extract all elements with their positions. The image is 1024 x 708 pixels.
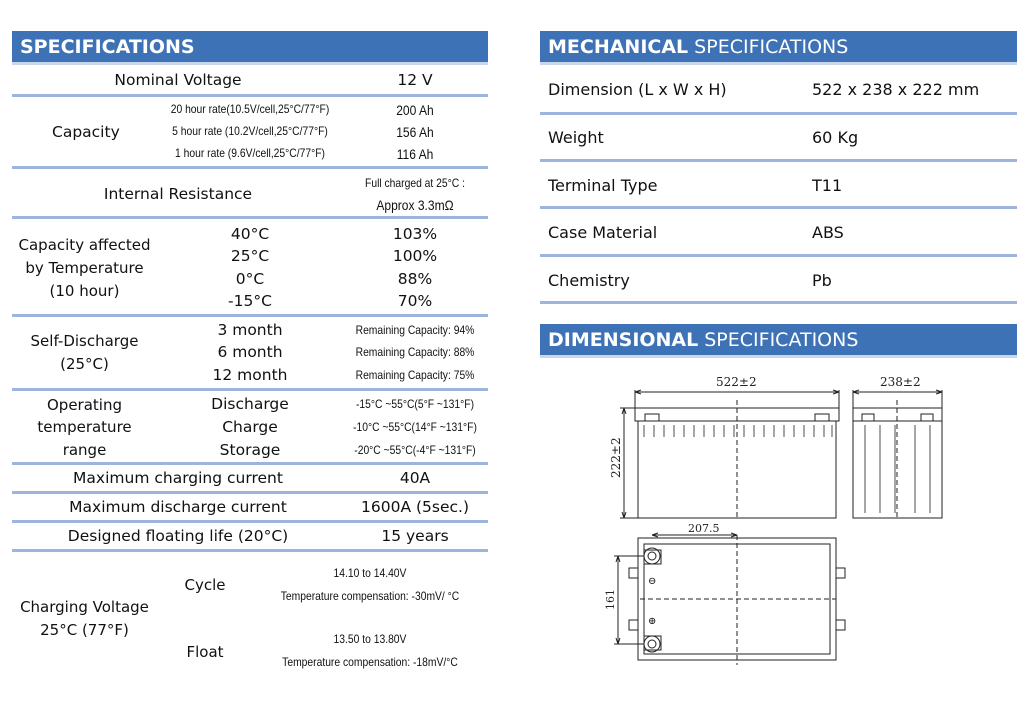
operating-charge-value: -10°C ~55°C(14°F ~131°F) [353,420,477,434]
dimensional-header [540,324,1017,358]
charging-voltage-label-1: Charging Voltage [20,598,149,616]
divider [12,94,488,97]
divider [12,388,488,391]
self-discharge-label-1: Self-Discharge [30,332,139,350]
capacity-temp-minus15-value: 70% [397,292,433,310]
divider [540,301,1017,304]
mech-case-value: ABS [812,223,844,242]
operating-charge: Charge [222,418,278,436]
capacity-temp-25-value: 100% [392,247,438,265]
max-discharge-value: 1600A (5sec.) [361,498,469,516]
mech-dimension-value: 522 x 238 x 222 mm [812,80,980,99]
top-view-drawing [614,533,845,665]
mech-chemistry-label: Chemistry [548,271,630,290]
self-discharge-6m-value: Remaining Capacity: 88% [355,345,475,359]
terminal-offset-label: 207.5 [688,522,720,535]
capacity-temp-25: 25°C [230,247,270,265]
mechanical-header [540,31,1017,65]
specifications-header [12,31,488,65]
internal-resistance-line1: Full charged at 25°C : [365,176,465,190]
floating-life-label: Designed floating life (20°C) [67,527,289,545]
specifications-header-bold: SPECIFICATIONS [20,35,195,58]
mech-dimension-label: Dimension (L x W x H) [548,80,727,99]
divider [12,549,488,552]
divider [12,520,488,523]
capacity-temp-0-value: 88% [397,270,433,288]
width-dimension-label: 238±2 [880,375,921,389]
divider [12,462,488,465]
minus-terminal-icon: ⊖ [648,576,657,587]
capacity-temp-minus15: -15°C [228,292,272,310]
operating-temp-label-3: range [62,441,107,459]
self-discharge-12m: 12 month [212,366,288,384]
max-charging-value: 40A [399,469,431,487]
operating-storage: Storage [219,441,281,459]
operating-discharge-value: -15°C ~55°C(5°F ~131°F) [355,397,475,411]
capacity-temp-label-1: Capacity affected [18,236,151,254]
dimensional-header-bold: DIMENSIONAL [548,328,699,351]
capacity-temp-0: 0°C [235,270,265,288]
mech-weight-value: 60 Kg [812,128,859,147]
front-view-drawing [620,390,839,520]
mechanical-header-bold: MECHANICAL [548,35,689,58]
divider [540,254,1017,257]
mech-weight-label: Weight [548,128,604,147]
charging-float-line2: Temperature compensation: -18mV/°C [282,655,458,669]
charging-float-label: Float [186,643,224,661]
self-discharge-6m: 6 month [217,343,283,361]
operating-storage-value: -20°C ~55°C(-4°F ~131°F) [354,443,476,457]
divider [12,216,488,219]
max-charging-label: Maximum charging current [73,469,283,487]
capacity-rate-1h: 1 hour rate (9.6V/cell,25°C/77°F) [175,146,325,160]
capacity-temp-label-3: (10 hour) [49,282,120,300]
side-view-drawing [853,390,942,520]
self-discharge-3m-value: Remaining Capacity: 94% [355,323,475,337]
operating-discharge: Discharge [211,395,289,413]
nominal-voltage-value: 12 V [397,71,433,89]
self-discharge-3m: 3 month [217,321,283,339]
nominal-voltage-label: Nominal Voltage [114,71,242,89]
mech-terminal-label: Terminal Type [548,176,658,195]
plus-terminal-icon: ⊕ [648,616,657,627]
mech-case-label: Case Material [548,223,658,242]
capacity-label: Capacity [52,123,120,141]
max-discharge-label: Maximum discharge current [69,498,287,516]
dimensional-header-light: SPECIFICATIONS [704,328,859,351]
divider [540,159,1017,162]
divider [12,166,488,169]
charging-cycle-line1: 14.10 to 14.40V [333,566,407,580]
operating-temp-label-1: Operating [47,396,122,414]
divider [12,314,488,317]
height-dimension-label: 222±2 [609,437,623,478]
capacity-temp-label-2: by Temperature [25,259,144,277]
capacity-value-5h: 156 Ah [396,124,434,140]
divider [540,206,1017,209]
floating-life-value: 15 years [381,527,449,545]
charging-cycle-line2: Temperature compensation: -30mV/ °C [280,589,460,603]
capacity-value-20h: 200 Ah [396,102,434,118]
mech-terminal-value: T11 [812,176,843,195]
capacity-temp-40: 40°C [230,225,270,243]
length-dimension-label: 522±2 [716,375,757,389]
divider [540,112,1017,115]
charging-float-line1: 13.50 to 13.80V [333,632,407,646]
capacity-temp-40-value: 103% [392,225,438,243]
operating-temp-label-2: temperature [37,418,132,436]
internal-resistance-line2: Approx 3.3mΩ [376,197,454,213]
mechanical-header-light: SPECIFICATIONS [694,35,849,58]
capacity-value-1h: 116 Ah [396,146,434,162]
internal-resistance-label: Internal Resistance [103,185,253,203]
charging-cycle-label: Cycle [184,576,226,594]
charging-voltage-label-2: 25°C (77°F) [40,621,129,639]
terminal-span-label: 161 [604,589,617,610]
dimension-drawing [600,370,960,670]
capacity-rate-20h: 20 hour rate(10.5V/cell,25°C/77°F) [170,102,330,116]
divider [12,491,488,494]
capacity-rate-5h: 5 hour rate (10.2V/cell,25°C/77°F) [172,124,328,138]
mech-chemistry-value: Pb [812,271,832,290]
self-discharge-12m-value: Remaining Capacity: 75% [355,368,475,382]
self-discharge-label-2: (25°C) [60,355,109,373]
